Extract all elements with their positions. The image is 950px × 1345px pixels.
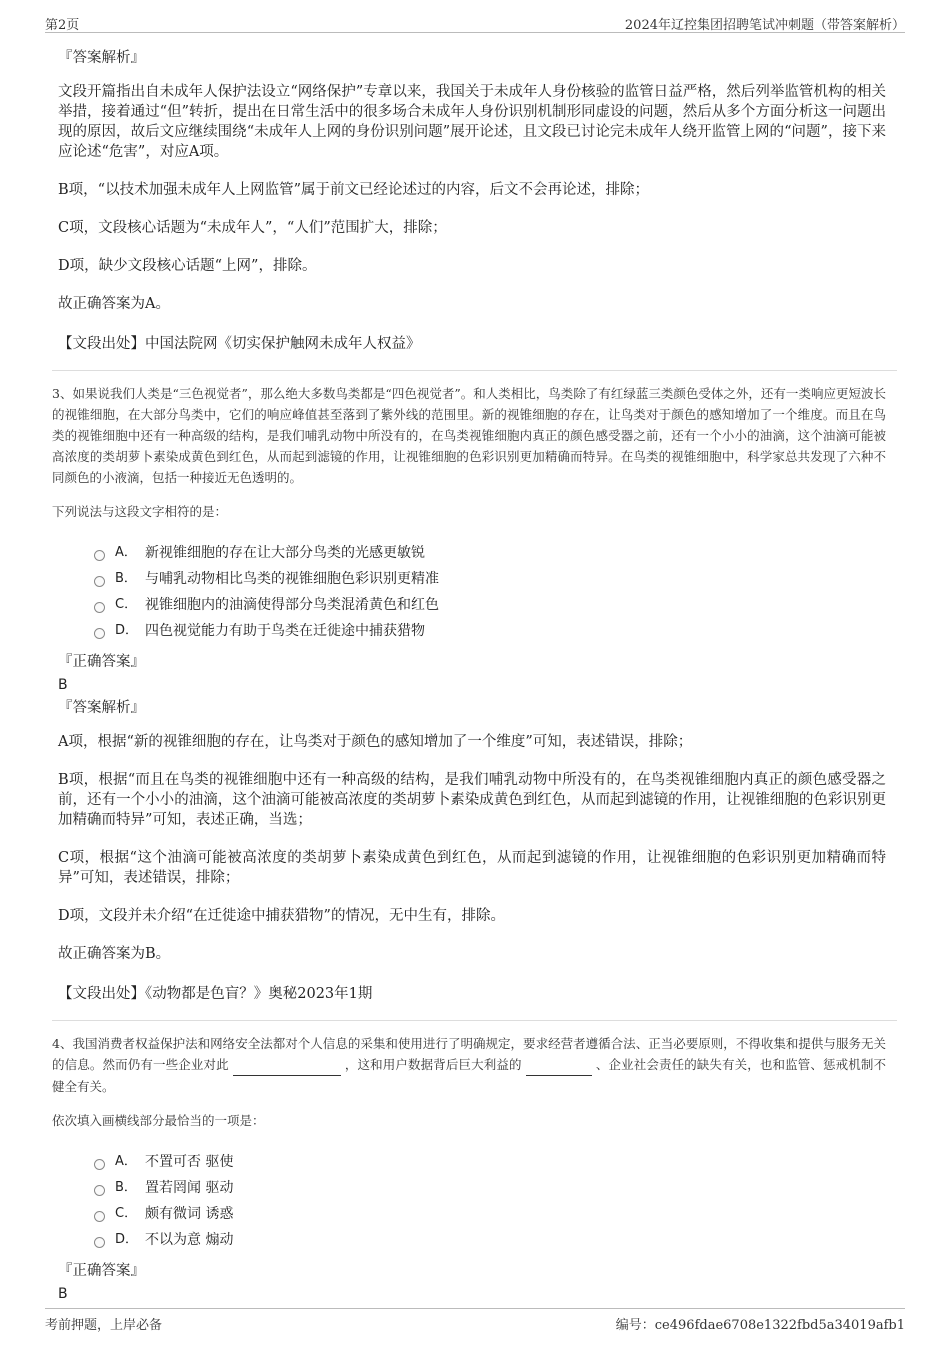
passage-source: 【文段出处】中国法院网《切实保护触网未成年人权益》 bbox=[58, 336, 421, 352]
analysis-paragraph: A项，根据“新的视锥细胞的存在，让鸟类对于颜色的感知增加了一个维度”可知，表述错误，排除； bbox=[58, 734, 693, 750]
option-list bbox=[94, 540, 886, 644]
option-d[interactable] bbox=[94, 1227, 886, 1253]
option-d[interactable] bbox=[94, 618, 886, 644]
analysis-conclusion: 故正确答案为A。 bbox=[58, 296, 170, 312]
correct-answer-tag: 『正确答案』 bbox=[58, 654, 145, 670]
question-prompt: 依次填入画横线部分最恰当的一项是： bbox=[52, 1113, 265, 1128]
analysis-tag: 『答案解析』 bbox=[58, 50, 145, 66]
option-text: 不以为意 煽动 bbox=[145, 1232, 234, 1248]
option-text: 视锥细胞内的油滴使得部分鸟类混淆黄色和红色 bbox=[145, 597, 439, 613]
correct-answer: B bbox=[58, 1286, 68, 1302]
radio-button[interactable] bbox=[94, 1185, 105, 1196]
option-text: 颇有微词 诱惑 bbox=[145, 1206, 234, 1222]
document-code: 编号：ce496fdae6708e1322fbd5a34019afb1 bbox=[615, 1318, 905, 1333]
analysis-paragraph: B项，“以技术加强未成年人上网监管”属于前文已经论述过的内容，后文不会再论述，排除； bbox=[58, 182, 649, 198]
option-text: 四色视觉能力有助于鸟类在迁徙途中捕获猎物 bbox=[145, 623, 425, 639]
radio-button[interactable] bbox=[94, 1237, 105, 1248]
option-b[interactable] bbox=[94, 566, 886, 592]
document-title: 2024年辽控集团招聘笔试冲刺题（带答案解析） bbox=[624, 18, 905, 33]
radio-button[interactable] bbox=[94, 628, 105, 639]
correct-answer-tag: 『正确答案』 bbox=[58, 1263, 145, 1279]
analysis-paragraph: B项，根据“而且在鸟类的视锥细胞中还有一种高级的结构，是我们哺乳动物中所没有的，在鸟类视锥细胞内真正的颜色感受器之前，还有一个小小的油滴，这个油滴可能被高浓度的类胡萝卜素染成黄色到红色，从而起到滤镜的作用，让视锥细胞的色彩识别更加精确而特异”可知，表述正确，当选； bbox=[58, 772, 886, 828]
page-content bbox=[52, 42, 886, 1303]
option-letter: B． bbox=[115, 1180, 137, 1195]
question-prompt: 下列说法与这段文字相符的是： bbox=[52, 504, 228, 519]
radio-button[interactable] bbox=[94, 1211, 105, 1222]
analysis-paragraph: C项，文段核心话题为“未成年人”，“人们”范围扩大，排除； bbox=[58, 220, 447, 236]
analysis-paragraph: D项，文段并未介绍“在迁徙途中捕获猎物”的情况，无中生有，排除。 bbox=[58, 908, 505, 924]
option-letter: A． bbox=[115, 1154, 137, 1169]
page-number: 第2页 bbox=[45, 18, 80, 33]
option-c[interactable] bbox=[94, 1201, 886, 1227]
option-letter: B． bbox=[115, 571, 137, 586]
option-letter: C． bbox=[115, 597, 138, 612]
option-text: 不置可否 驱使 bbox=[145, 1154, 234, 1170]
option-letter: A． bbox=[115, 545, 137, 560]
fill-blank-2 bbox=[526, 1054, 592, 1076]
footer-slogan: 考前押题，上岸必备 bbox=[45, 1318, 163, 1333]
option-b[interactable] bbox=[94, 1175, 886, 1201]
option-letter: D． bbox=[115, 623, 139, 638]
option-a[interactable] bbox=[94, 540, 886, 566]
option-c[interactable] bbox=[94, 592, 886, 618]
option-list bbox=[94, 1149, 886, 1253]
analysis-conclusion: 故正确答案为B。 bbox=[58, 946, 171, 962]
analysis-paragraph: D项，缺少文段核心话题“上网”，排除。 bbox=[58, 258, 317, 274]
page-footer bbox=[45, 1308, 905, 1333]
question-divider bbox=[52, 370, 897, 371]
question-text: 3、如果说我们人类是“三色视觉者”，那么绝大多数鸟类都是“四色视觉者”。和人类相比，鸟类除了有红绿蓝三类颜色受体之外，还有一类响应更短波长的视锥细胞，在大部分鸟类中，它们的响应峰值甚至落到了紫外线的范围里。新的视锥细胞的存在，让鸟类对于颜色的感知增加了一个维度。而且在鸟类的视锥细胞中还有一种高级的结构，是我们哺乳动物中所没有的，在鸟类视锥细胞内真正的颜色感受器之前，还有一个小小的油滴，这个油滴可能被高浓度的类胡萝卜素染成黄色到红色，从而起到滤镜的作用，让视锥细胞的色彩识别更加精确而特异。在鸟类的视锥细胞中，科学家总共发现了六种不同颜色的小液滴，包括一种接近无色透明的。 bbox=[52, 386, 886, 485]
option-letter: C． bbox=[115, 1206, 138, 1221]
option-text: 置若罔闻 驱动 bbox=[145, 1180, 234, 1196]
question-text bbox=[52, 1033, 886, 1097]
analysis-paragraph: 文段开篇指出自未成年人保护法设立“网络保护”专章以来，我国关于未成年人身份核验的监管日益严格，然后列举监管机构的相关举措，接着通过“但”转折，提出在日常生活中的很多场合未成年人身份识别机制形同虚设的问题，然后从多个方面分析这一问题出现的原因，故后文应继续围绕“未成年人上网的身份识别问题”展开论述，且文段已讨论完未成年人绕开监管上网的“问题”，接下来应论述“危害”，对应A项。 bbox=[58, 84, 886, 160]
option-text: 新视锥细胞的存在让大部分鸟类的光感更敏锐 bbox=[145, 545, 425, 561]
radio-button[interactable] bbox=[94, 1159, 105, 1170]
page-header bbox=[45, 10, 905, 33]
radio-button[interactable] bbox=[94, 602, 105, 613]
analysis-tag: 『答案解析』 bbox=[58, 700, 145, 716]
question-text-part: ，这和用户数据背后巨大利益的 bbox=[344, 1057, 522, 1072]
option-letter: D． bbox=[115, 1232, 139, 1247]
correct-answer: B bbox=[58, 677, 68, 693]
question-divider bbox=[52, 1020, 897, 1021]
radio-button[interactable] bbox=[94, 576, 105, 587]
fill-blank-1 bbox=[233, 1054, 341, 1076]
option-text: 与哺乳动物相比鸟类的视锥细胞色彩识别更精准 bbox=[145, 571, 439, 587]
analysis-paragraph: C项，根据“这个油滴可能被高浓度的类胡萝卜素染成黄色到红色，从而起到滤镜的作用，让视锥细胞的色彩识别更加精确而特异”可知，表述错误，排除； bbox=[58, 850, 886, 886]
question-text-part: 4、我国消费者权益保护法和网络安全法都对个人信息的采集和使用进行了明确规定，要求经营者遵循合法、正当必要原则，不得收集和提供与服务无关的信息。然而仍有一些企业对此 bbox=[52, 1036, 886, 1072]
radio-button[interactable] bbox=[94, 550, 105, 561]
option-a[interactable] bbox=[94, 1149, 886, 1175]
passage-source: 【文段出处】《动物都是色盲？》奥秘2023年1期 bbox=[58, 986, 373, 1002]
question-text-part: 、企业社会责任的缺失有关，也和监管、惩戒机制不健全有关。 bbox=[52, 1057, 886, 1094]
